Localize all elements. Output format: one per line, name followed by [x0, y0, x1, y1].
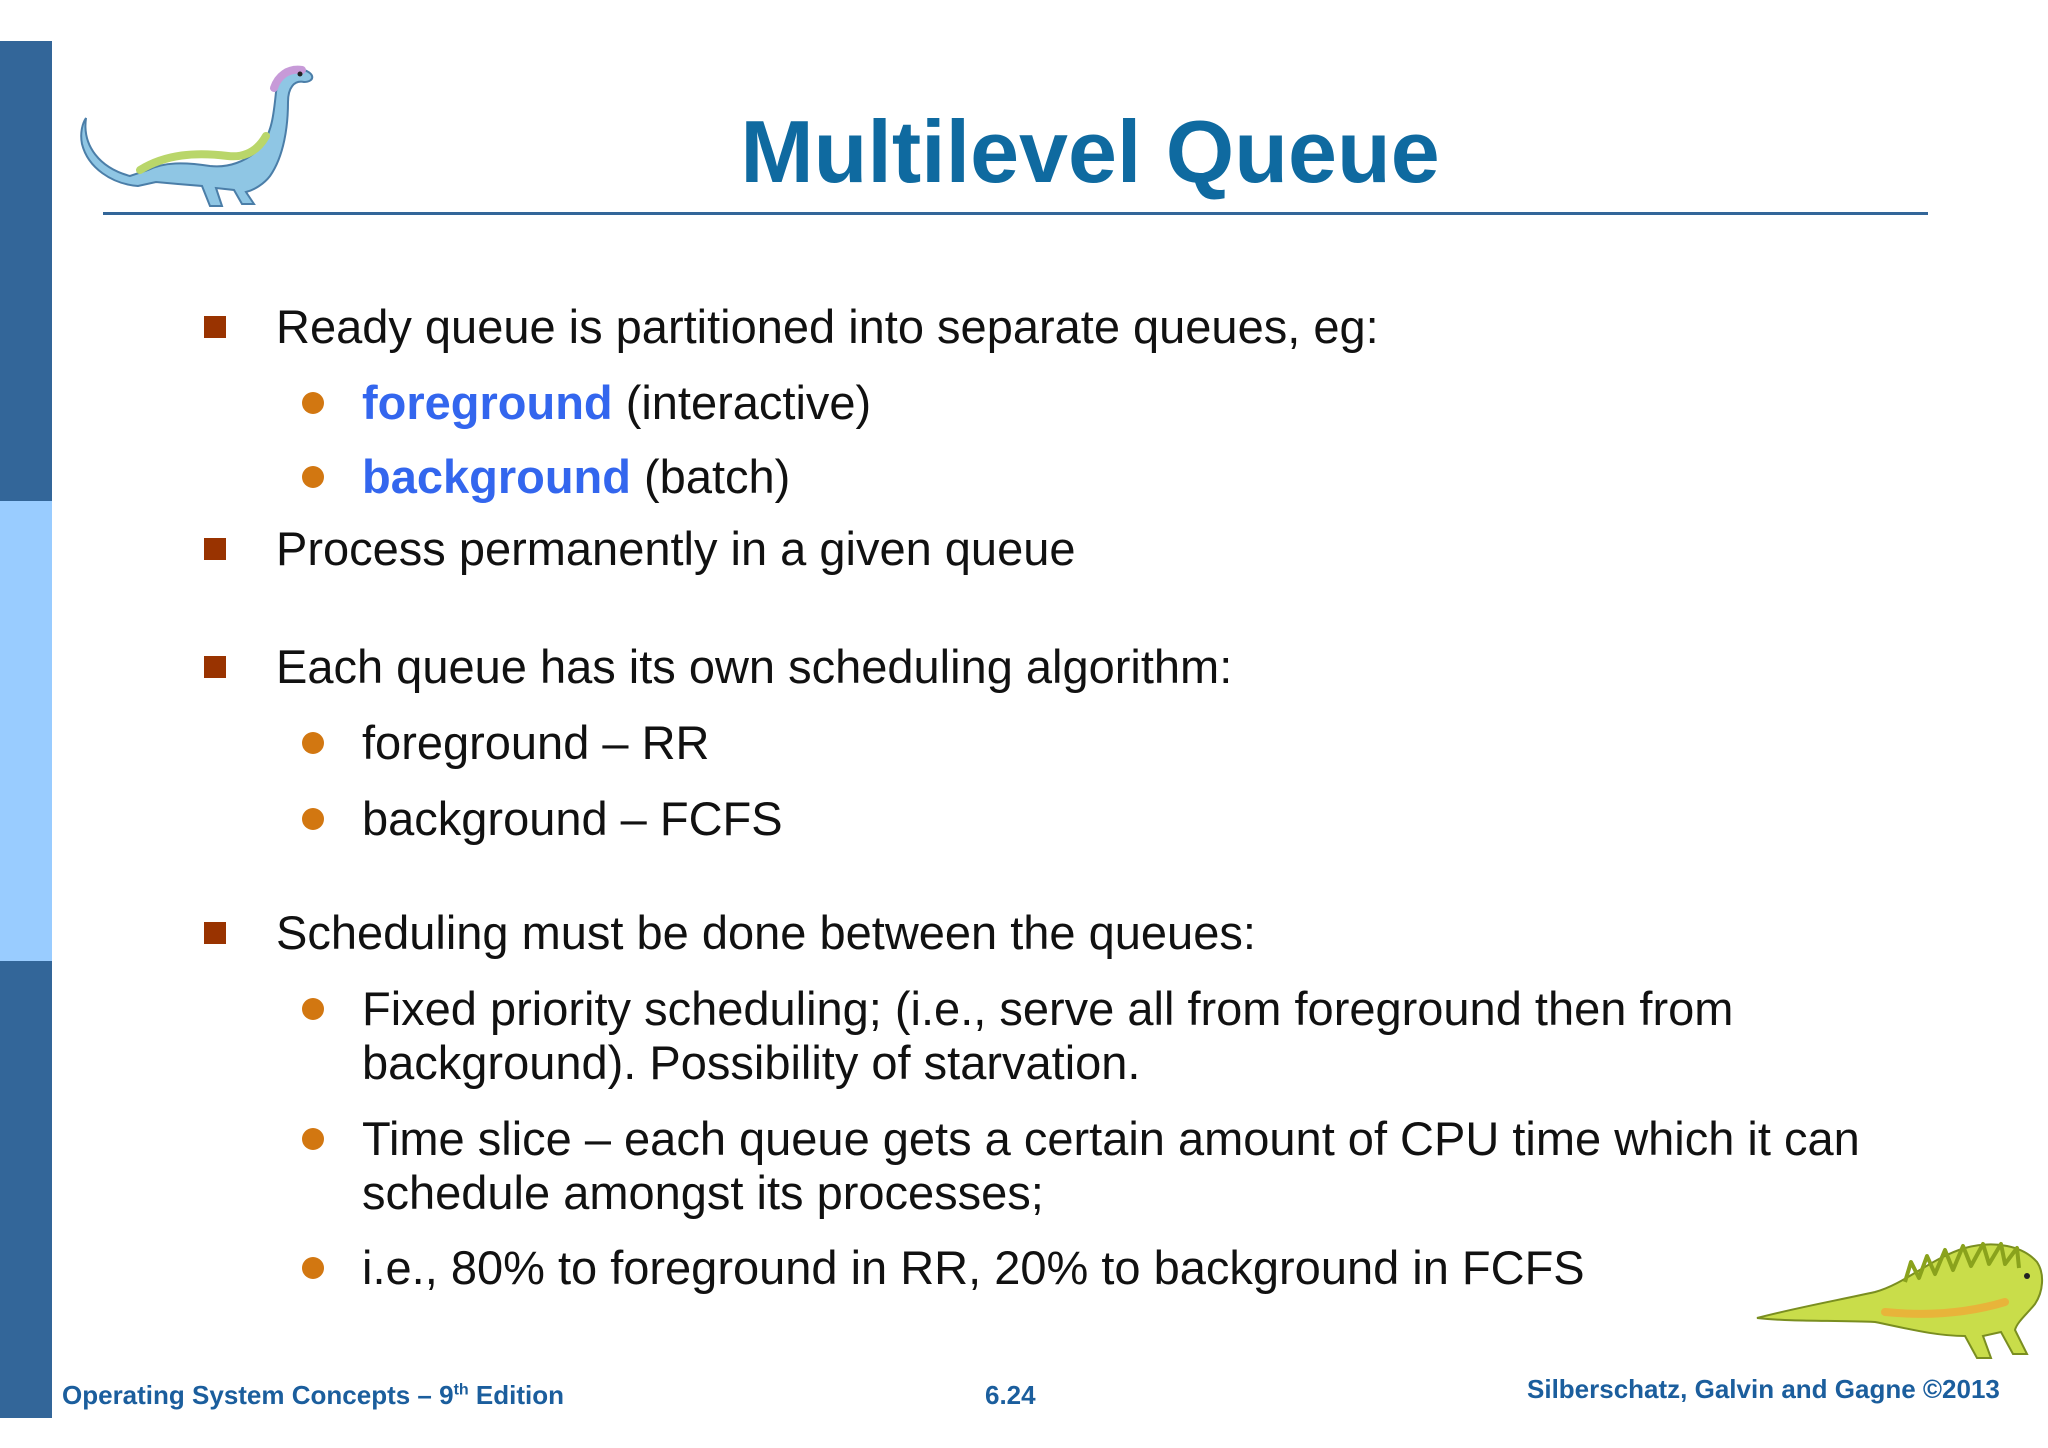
round-bullet-4-2	[302, 1128, 324, 1150]
sub-bullet-background	[362, 450, 790, 504]
round-bullet-4-3	[302, 1257, 324, 1279]
sidebar-segment-bottom	[0, 961, 52, 1418]
title-underline	[103, 212, 1928, 215]
slide-title: Multilevel Queue	[740, 102, 1440, 201]
footer-book-title	[62, 1380, 564, 1411]
square-bullet-4	[204, 922, 226, 944]
sub-bullet-fixed-priority-line2: background). Possibility of starvation.	[362, 1036, 1141, 1089]
sub-bullet-foreground	[362, 376, 871, 430]
square-bullet-1	[204, 316, 226, 338]
round-bullet-3-2	[302, 808, 324, 830]
bullet-4-text: Scheduling must be done between the queues:	[276, 906, 1256, 959]
round-bullet-4-1	[302, 998, 324, 1020]
sub-bullet-fixed-priority-line1: Fixed priority scheduling; (i.e., serve all from foreground then from	[362, 982, 1734, 1035]
bullet-3-text: Each queue has its own scheduling algorithm:	[276, 640, 1233, 693]
sub-bullet-time-slice-line2: schedule amongst its processes;	[362, 1166, 1044, 1219]
bullet-2-text: Process permanently in a given queue	[276, 522, 1076, 575]
bullet-1-text: Ready queue is partitioned into separate queues, eg:	[276, 300, 1379, 353]
keyword-background: background	[362, 450, 631, 503]
dinosaur-top-left-icon	[78, 58, 318, 208]
sub-bullet-background-rest: (batch)	[630, 450, 791, 503]
footer-book-prefix: Operating System Concepts – 9	[62, 1380, 454, 1410]
sub-bullet-foreground-rr: foreground – RR	[362, 716, 710, 769]
sidebar-segment-top	[0, 41, 52, 501]
round-bullet-1-1	[302, 392, 324, 414]
sub-bullet-background-fcfs: background – FCFS	[362, 792, 783, 845]
sub-bullet-time-slice-line1: Time slice – each queue gets a certain amount of CPU time which it can	[362, 1112, 1860, 1165]
square-bullet-2	[204, 538, 226, 560]
footer-book-superscript: th	[453, 1381, 469, 1399]
left-sidebar	[0, 41, 52, 1418]
sub-bullet-ratio: i.e., 80% to foreground in RR, 20% to background in FCFS	[362, 1241, 1585, 1294]
footer-copyright: Silberschatz, Galvin and Gagne ©2013	[1527, 1374, 2000, 1404]
round-bullet-1-2	[302, 466, 324, 488]
sidebar-segment-middle	[0, 501, 52, 961]
sub-bullet-foreground-rest: (interactive)	[612, 376, 872, 429]
footer-book-suffix: Edition	[468, 1380, 564, 1410]
dinosaur-bottom-right-icon	[1755, 1218, 2045, 1368]
footer-page-number: 6.24	[985, 1380, 1036, 1410]
square-bullet-3	[204, 656, 226, 678]
round-bullet-3-1	[302, 732, 324, 754]
keyword-foreground: foreground	[362, 376, 613, 429]
